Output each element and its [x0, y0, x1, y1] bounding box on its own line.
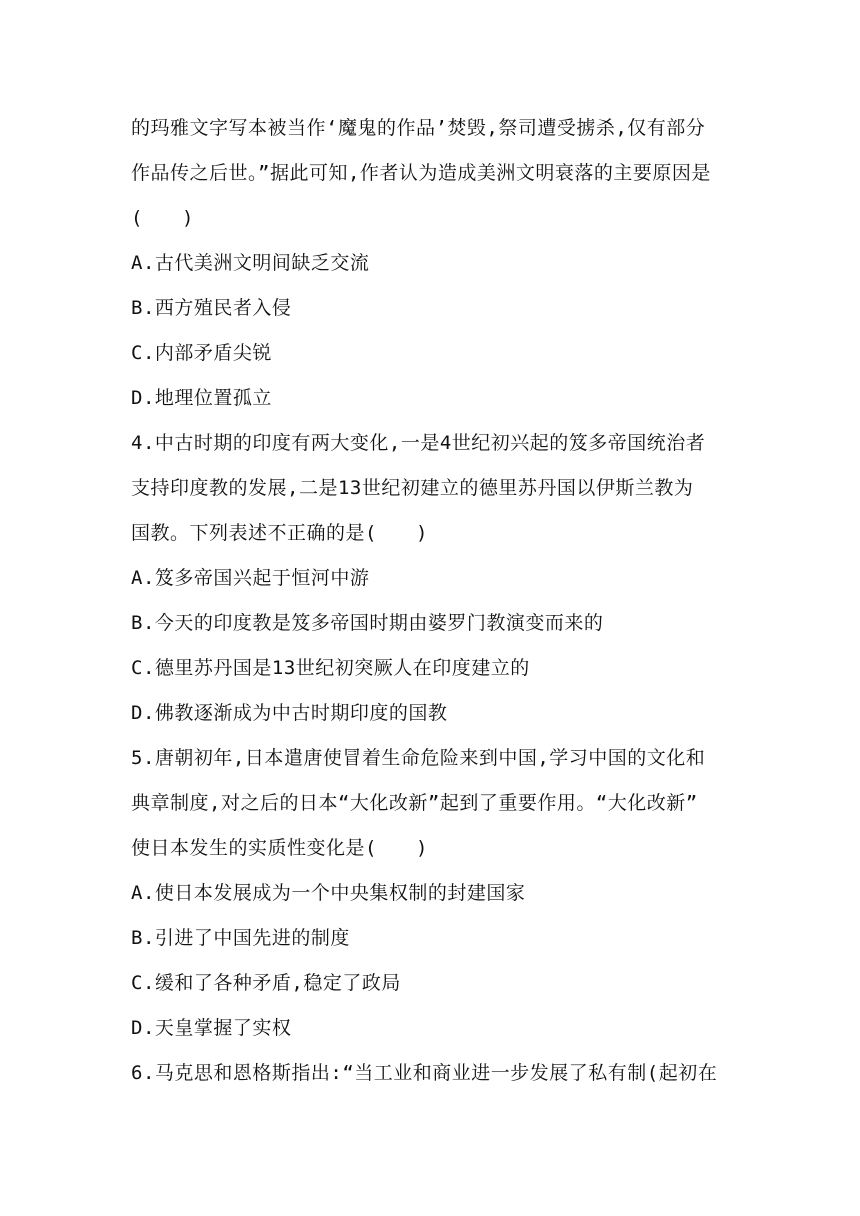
- question-5-stem: 使日本发生的实质性变化是( ): [131, 837, 428, 859]
- option-d: D.佛教逐渐成为中古时期印度的国教: [131, 702, 448, 724]
- answer-blank: ( ): [131, 207, 194, 229]
- question-6-stem: 6.马克思和恩格斯指出:“当工业和商业进一步发展了私有制(起初在: [131, 1062, 718, 1084]
- option-b: B.今天的印度教是笈多帝国时期由婆罗门教演变而来的: [131, 612, 604, 634]
- question-4-stem: 国教。下列表述不正确的是( ): [131, 522, 428, 544]
- question-4-stem: 支持印度教的发展,二是13世纪初建立的德里苏丹国以伊斯兰教为: [131, 477, 694, 499]
- option-c: C.缓和了各种矛盾,稳定了政局: [131, 972, 401, 994]
- option-a: A.笈多帝国兴起于恒河中游: [131, 567, 370, 589]
- option-d: D.天皇掌握了实权: [131, 1017, 292, 1039]
- text-line: 作品传之后世。”据此可知,作者认为造成美洲文明衰落的主要原因是: [131, 162, 711, 184]
- option-d: D.地理位置孤立: [131, 387, 272, 409]
- question-5-stem: 典章制度,对之后的日本“大化改新”起到了重要作用。“大化改新”: [131, 792, 698, 814]
- question-4-stem: 4.中古时期的印度有两大变化,一是4世纪初兴起的笈多帝国统治者: [131, 432, 706, 454]
- text-line: 的玛雅文字写本被当作‘魔鬼的作品’焚毁,祭司遭受掳杀,仅有部分: [131, 117, 706, 139]
- option-b: B.引进了中国先进的制度: [131, 927, 350, 949]
- option-a: A.古代美洲文明间缺乏交流: [131, 252, 370, 274]
- option-c: C.内部矛盾尖锐: [131, 342, 272, 364]
- option-c: C.德里苏丹国是13世纪初突厥人在印度建立的: [131, 657, 530, 679]
- option-b: B.西方殖民者入侵: [131, 297, 292, 319]
- document-body: [131, 106, 741, 1096]
- option-a: A.使日本发展成为一个中央集权制的封建国家: [131, 882, 526, 904]
- question-5-stem: 5.唐朝初年,日本遣唐使冒着生命危险来到中国,学习中国的文化和: [131, 747, 706, 769]
